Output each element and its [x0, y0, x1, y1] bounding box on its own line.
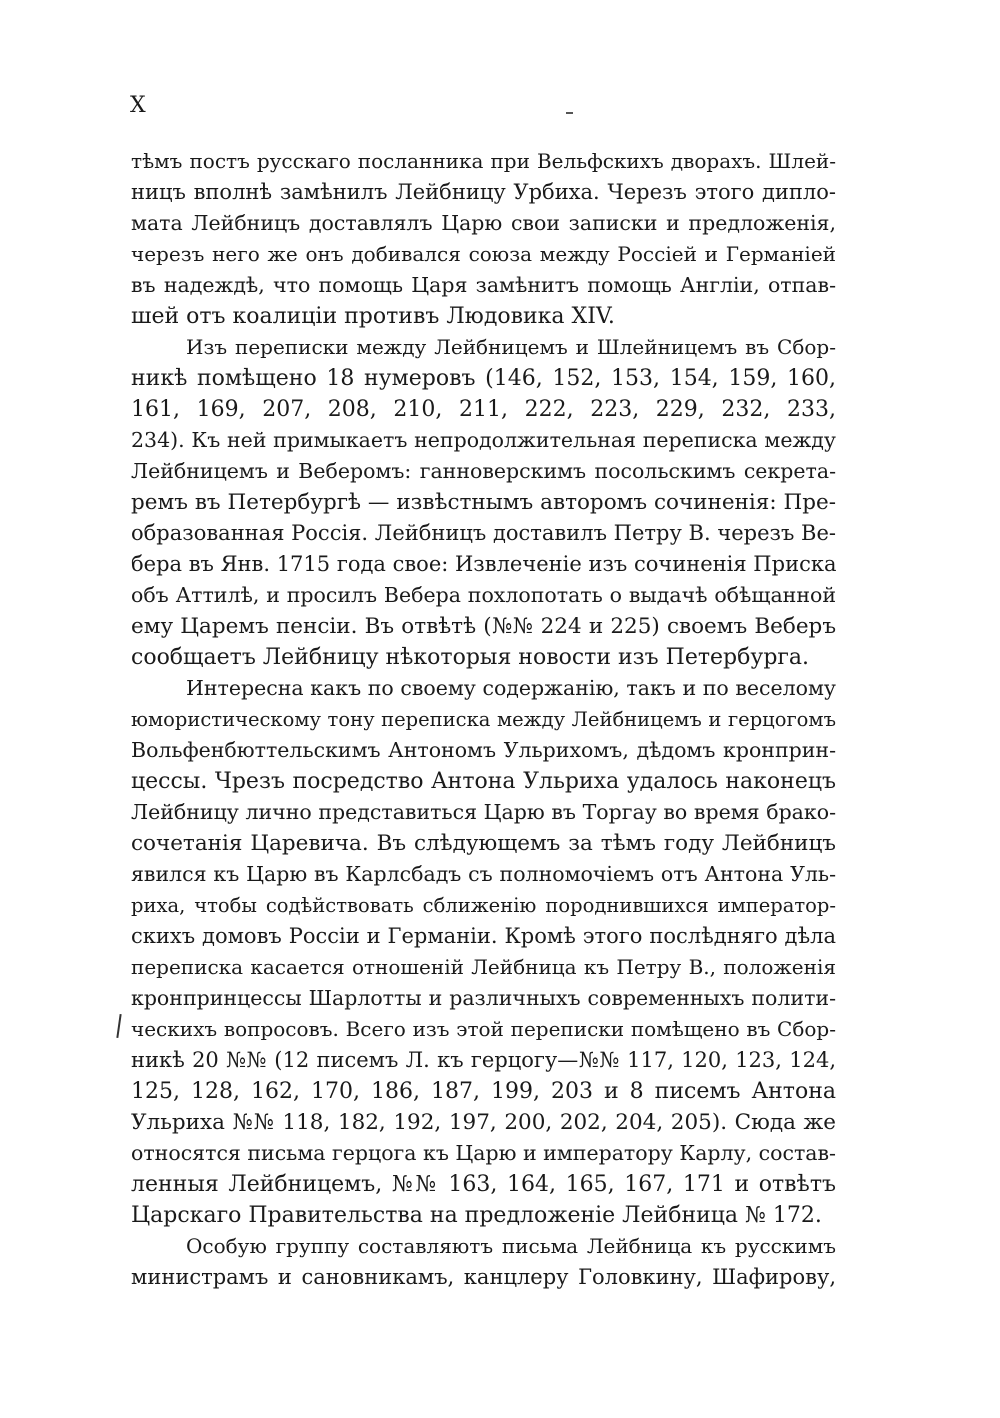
page-number: X [130, 93, 146, 118]
body-text [131, 146, 836, 1293]
text-line: 125, 128, 162, 170, 186, 187, 199, 203 и 8 писемъ Антона [131, 1079, 836, 1104]
text-line: кронпринцессы Шарлотты и различныхъ современныхъ полити- [131, 986, 836, 1010]
text-line: ленныя Лейбницемъ, №№ 163, 164, 165, 167, 171 и отвѣтъ [131, 1172, 836, 1197]
text-line: юмористическому тону переписка между Лейбницемъ и герцогомъ [131, 708, 836, 731]
text-line: объ Аттилѣ, и просилъ Вебера похлопотать о выдачѣ обѣщанной [131, 583, 836, 607]
text-line: Интересна какъ по своему содержанію, такъ и по веселому [186, 676, 836, 700]
text-line: сообщаетъ Лейбницу нѣкоторыя новости изъ Петербурга. [131, 645, 810, 670]
text-line: переписка касается отношеній Лейбница къ Петру В., положенія [131, 955, 836, 979]
text-line: ницъ вполнѣ замѣнилъ Лейбницу Урбиха. Черезъ этого дипло- [131, 180, 836, 204]
text-line: относятся письма герцога къ Царю и императору Карлу, состав- [131, 1141, 836, 1165]
text-line: мата Лейбницъ доставлялъ Царю свои записки и предложенія, [131, 211, 836, 235]
text-line: черезъ него же онъ добивался союза между Россіей и Германіей [131, 242, 836, 266]
text-line: цессы. Чрезъ посредство Антона Ульриха удалось наконецъ [131, 769, 836, 794]
text-line: образованная Россія. Лейбницъ доставилъ Петру В. черезъ Ве- [131, 521, 836, 545]
text-line: риха, чтобы содѣйствовать сближенію породнившихся император- [131, 894, 836, 917]
text-line: Царскаго Правительства на предложеніе Лейбница № 172. [131, 1203, 822, 1228]
paragraph-3 [131, 673, 836, 1231]
text-line: 234). Къ ней примыкаетъ непродолжительная переписка между [131, 428, 836, 452]
text-line: Ульриха №№ 118, 182, 192, 197, 200, 202, 204, 205). Сюда же [131, 1110, 836, 1135]
text-line: никѣ помѣщено 18 нумеровъ (146, 152, 153, 154, 159, 160, [131, 366, 836, 391]
text-line: никѣ 20 №№ (12 писемъ Л. къ герцогу—№№ 117, 120, 123, 124, [131, 1048, 836, 1072]
text-line: бера въ Янв. 1715 года свое: Извлеченіе изъ сочиненія Приска [131, 552, 837, 576]
text-line: Вольфенбюттельскимъ Антономъ Ульрихомъ, дѣдомъ кронприн- [131, 738, 836, 762]
paragraph-4 [131, 1231, 836, 1293]
text-line: тѣмъ постъ русскаго посланника при Вельфскихъ дворахъ. Шлей- [131, 149, 836, 173]
text-line: Особую группу составляютъ письма Лейбница къ русскимъ [186, 1234, 836, 1258]
margin-pencil-mark [116, 1014, 121, 1038]
text-line: Лейбницу лично представиться Царю въ Торгау во время брако- [131, 800, 836, 824]
text-line: явился къ Царю въ Карлсбадъ съ полномочіемъ отъ Антона Уль- [131, 862, 836, 886]
text-line: ческихъ вопросовъ. Всего изъ этой переписки помѣщено въ Сбор- [131, 1017, 836, 1041]
text-line: ему Царемъ пенсіи. Въ отвѣтѣ (№№ 224 и 225) своемъ Веберъ [131, 614, 836, 639]
text-line: 161, 169, 207, 208, 210, 211, 222, 223, 229, 232, 233, [131, 397, 836, 422]
text-line: скихъ домовъ Россіи и Германіи. Кромѣ этого послѣдняго дѣла [131, 924, 836, 948]
paragraph-1 [131, 146, 836, 332]
text-line: сочетанія Царевича. Въ слѣдующемъ за тѣмъ году Лейбницъ [131, 831, 836, 856]
paragraph-2 [131, 332, 836, 673]
text-line: шей отъ коалиціи противъ Людовика XIV. [131, 304, 615, 329]
text-line: Изъ переписки между Лейбницемъ и Шлейницемъ въ Сбор- [186, 335, 836, 359]
text-line: Лейбницемъ и Веберомъ: ганноверскимъ посольскимъ секрета- [131, 459, 836, 483]
text-line: министрамъ и сановникамъ, канцлеру Головкину, Шафирову, [131, 1265, 836, 1289]
text-line: въ надеждѣ, что помощь Царя замѣнитъ помощь Англіи, отпав- [131, 273, 836, 297]
text-line: ремъ въ Петербургѣ — извѣстнымъ авторомъ сочиненія: Пре- [131, 490, 836, 515]
scan-artifact [566, 112, 573, 114]
